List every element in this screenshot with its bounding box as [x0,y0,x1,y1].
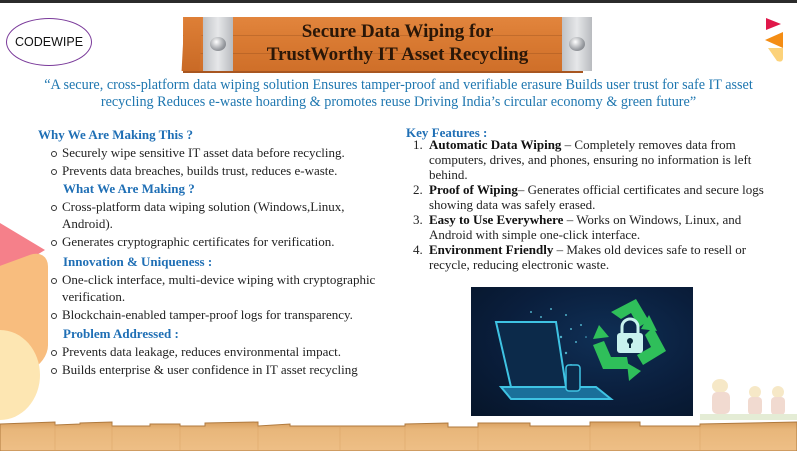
plank-left-edge [182,17,203,71]
feature-title: Proof of Wiping [429,181,518,197]
feature-separator: – [553,242,567,258]
list-item: One-click interface, multi-device wiping with cryptographic verification. [50,271,380,305]
feature-number: 4. [413,242,423,258]
tagline-quote [0,77,797,111]
tagline-line-2: recycling Reduces e-waste hoarding & promotes reuse Driving India’s circular economy & green future” [100,94,697,110]
feature-title: Easy to Use Everywhere [429,211,564,227]
section-heading-problem: Problem Addressed : [63,326,179,341]
feature-separator: – [563,211,577,227]
key-features-heading: Key Features : [406,125,488,140]
feature-text: Completely removes data from computers, drives, and phones, ensuring no information is left behind. [429,137,752,182]
list-item: Generates cryptographic certificates for verification. [50,233,370,250]
plank-left-bracket [203,17,233,71]
feature-item [413,138,773,182]
bottom-wooden-fence [0,418,797,451]
feature-item [413,183,773,213]
phone-icon [566,365,580,391]
data-wiping-illustration [471,287,693,416]
plank-right-bracket [562,17,592,71]
feature-number: 2. [413,181,423,197]
stacked-triangles-logo-icon [763,18,787,63]
list-item: Cross-platform data wiping solution (Windows,Linux, Android). [50,198,370,232]
list-item: Prevents data leakage, reduces environmental impact. [50,343,390,360]
feature-number: 3. [413,211,423,227]
section-heading-what: What We Are Making ? [63,181,195,196]
tagline-line-1: “A secure, cross-platform data wiping solution Ensures tamper-proof and verifiable erasure Builds user trust for safe IT asset [44,77,753,93]
feature-title: Automatic Data Wiping [429,137,562,152]
laptop-icon [496,322,611,399]
list-item: Securely wipe sensitive IT asset data before recycling. [50,144,380,161]
feature-number: 1. [413,137,423,152]
problem-bullet-list [50,343,390,379]
codewipe-logo [6,18,92,66]
list-item: Blockchain-enabled tamper-proof logs for transparency. [50,306,380,323]
feature-item [413,243,773,273]
what-bullet-list [50,198,370,251]
rivet-icon [569,37,585,51]
feature-separator: – [561,137,575,152]
logo-text: CODEWIPE [14,35,84,49]
feature-separator: – [517,181,528,197]
list-item: Prevents data breaches, builds trust, reduces e-waste. [50,162,380,179]
list-item: Builds enterprise & user confidence in IT asset recycling [50,361,390,378]
feature-text: Makes old devices safe to resell or recycle, reducing electronic waste. [429,242,747,272]
section-heading-why: Why We Are Making This ? [38,127,193,142]
rivet-icon [210,37,226,51]
key-features-list [413,138,773,273]
feature-title: Environment Friendly [429,242,554,258]
title-line-1: Secure Data Wiping for [301,21,494,42]
feature-text: Works on Windows, Linux, and Android with simple one-click interface. [429,211,742,242]
feature-item [413,213,773,243]
title-line-2: TrustWorthy IT Asset Recycling [266,44,529,65]
innovation-bullet-list [50,271,380,324]
faded-cartoon-figures [700,368,797,420]
feature-text: Generates official certificates and secure logs showing data was safely erased. [429,181,764,212]
why-bullet-list [50,144,380,180]
top-border-bar [0,0,797,3]
section-heading-innovation: Innovation & Uniqueness : [63,254,213,269]
page-title [233,20,562,66]
